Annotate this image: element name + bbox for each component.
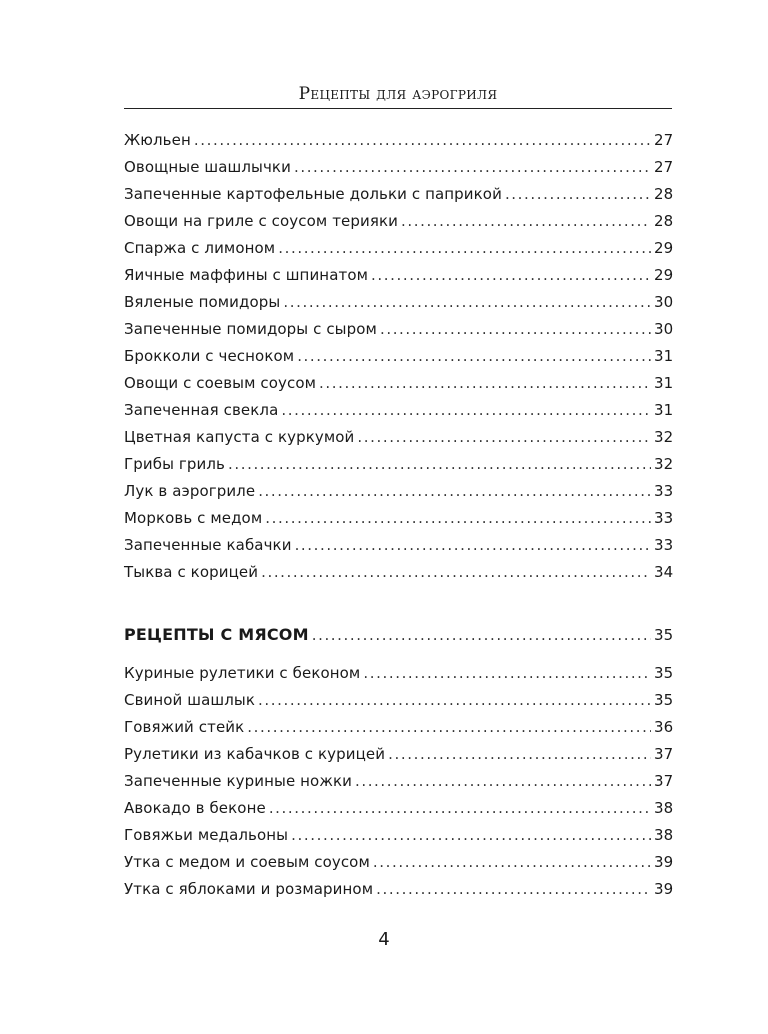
leader-dots — [373, 851, 651, 873]
toc-entry — [124, 399, 672, 426]
toc-entry — [124, 662, 672, 689]
toc-entry-page: 32 — [654, 455, 674, 473]
toc-entry-page: 32 — [654, 428, 674, 446]
leader-dots — [505, 183, 651, 205]
toc-entry-page: 31 — [654, 401, 674, 419]
leader-dots — [363, 662, 651, 684]
toc-entry — [124, 480, 672, 507]
leader-dots — [380, 318, 651, 340]
toc-entry-page: 33 — [654, 482, 674, 500]
toc-entry-page: 31 — [654, 347, 674, 365]
toc-entry — [124, 851, 672, 878]
toc-entry — [124, 770, 672, 797]
header-rule — [124, 108, 672, 109]
toc-entry — [124, 210, 672, 237]
toc-entry-page: 37 — [654, 745, 674, 763]
toc-entry-title: Запеченные картофельные дольки с паприкой — [124, 185, 502, 203]
toc-entry-page: 27 — [654, 131, 674, 149]
toc-entry — [124, 426, 672, 453]
toc-entry-title: Морковь с медом — [124, 509, 263, 527]
toc-entry — [124, 453, 672, 480]
toc-entry-title: Яичные маффины с шпинатом — [124, 266, 369, 284]
toc-entry-title: Запеченные помидоры с сыром — [124, 320, 377, 338]
toc-entry-title: Вяленые помидоры — [124, 293, 281, 311]
toc-entry-title: Утка с яблоками и розмарином — [124, 880, 374, 898]
toc-entry-page: 33 — [654, 509, 674, 527]
toc-entry-title: Запеченные куриные ножки — [124, 772, 352, 790]
toc-entry-page: 28 — [654, 185, 674, 203]
toc-entry — [124, 372, 672, 399]
toc-entry-page: 29 — [654, 266, 674, 284]
toc-entry-page: 34 — [654, 563, 674, 581]
toc-entry-title: Грибы гриль — [124, 455, 225, 473]
toc-entry — [124, 561, 672, 588]
toc-entry-title: Запеченные кабачки — [124, 536, 292, 554]
toc-entry — [124, 534, 672, 561]
leader-dots — [265, 507, 651, 529]
toc-entry-title: Авокадо в беконе — [124, 799, 266, 817]
leader-dots — [258, 689, 651, 711]
toc-entry-page: 30 — [654, 320, 674, 338]
leader-dots — [261, 561, 651, 583]
leader-dots — [376, 878, 651, 900]
toc-entry-title: Цветная капуста с куркумой — [124, 428, 355, 446]
toc-entry-page: 31 — [654, 374, 674, 392]
toc-entry — [124, 156, 672, 183]
toc-entry — [124, 878, 672, 905]
toc-entry-page: 35 — [654, 691, 674, 709]
toc-entry-title: Овощи с соевым соусом — [124, 374, 317, 392]
toc-entry — [124, 291, 672, 318]
toc-entry-title: Лук в аэрогриле — [124, 482, 256, 500]
toc-entry-page: 38 — [654, 799, 674, 817]
section-heading-page: 35 — [654, 626, 674, 644]
toc-entry — [124, 507, 672, 534]
leader-dots — [319, 372, 651, 394]
toc-entry — [124, 824, 672, 851]
toc-entry — [124, 264, 672, 291]
toc-entry-title: Спаржа с лимоном — [124, 239, 276, 257]
leader-dots — [247, 716, 651, 738]
toc-entry-page: 33 — [654, 536, 674, 554]
toc-entry — [124, 129, 672, 156]
table-of-contents — [124, 129, 672, 905]
toc-section-heading — [124, 624, 672, 662]
toc-entry — [124, 716, 672, 743]
toc-entry — [124, 345, 672, 372]
leader-dots — [312, 624, 651, 646]
toc-entry-page: 38 — [654, 826, 674, 844]
toc-entry-page: 35 — [654, 664, 674, 682]
toc-entry-page: 37 — [654, 772, 674, 790]
running-head: Рецепты для аэрогриля — [298, 84, 498, 104]
toc-entry-page: 30 — [654, 293, 674, 311]
toc-entry — [124, 743, 672, 770]
toc-entry — [124, 183, 672, 210]
leader-dots — [228, 453, 651, 475]
leader-dots — [294, 156, 651, 178]
toc-entry-title: Запеченная свекла — [124, 401, 279, 419]
leader-dots — [357, 426, 651, 448]
toc-entry-title: Свиной шашлык — [124, 691, 255, 709]
toc-entry-title: Говяжьи медальоны — [124, 826, 289, 844]
toc-entry-title: Рулетики из кабачков с курицей — [124, 745, 386, 763]
toc-entry-page: 39 — [654, 853, 674, 871]
leader-dots — [297, 345, 651, 367]
toc-entry-title: Брокколи с чесноком — [124, 347, 295, 365]
toc-entry — [124, 318, 672, 345]
toc-entry — [124, 797, 672, 824]
toc-entry-page: 28 — [654, 212, 674, 230]
section-spacer — [124, 588, 672, 624]
leader-dots — [269, 797, 651, 819]
leader-dots — [371, 264, 651, 286]
toc-entry — [124, 689, 672, 716]
toc-entry-title: Тыква с корицей — [124, 563, 259, 581]
toc-entry-title: Жюльен — [124, 131, 191, 149]
leader-dots — [281, 399, 651, 421]
leader-dots — [283, 291, 651, 313]
page-number: 4 — [378, 929, 390, 950]
leader-dots — [278, 237, 651, 259]
toc-entry-page: 29 — [654, 239, 674, 257]
leader-dots — [291, 824, 651, 846]
leader-dots — [295, 534, 651, 556]
leader-dots — [258, 480, 651, 502]
toc-entry-title: Говяжий стейк — [124, 718, 245, 736]
leader-dots — [194, 129, 651, 151]
toc-entry-page: 27 — [654, 158, 674, 176]
toc-entry — [124, 237, 672, 264]
toc-entry-title: Утка с медом и соевым соусом — [124, 853, 370, 871]
leader-dots — [401, 210, 651, 232]
toc-entry-title: Овощи на гриле с соусом терияки — [124, 212, 398, 230]
toc-entry-page: 36 — [654, 718, 674, 736]
leader-dots — [355, 770, 651, 792]
toc-entry-page: 39 — [654, 880, 674, 898]
leader-dots — [388, 743, 651, 765]
section-heading-title: РЕЦЕПТЫ С МЯСОМ — [124, 625, 309, 644]
toc-entry-title: Куриные рулетики с беконом — [124, 664, 361, 682]
toc-entry-title: Овощные шашлычки — [124, 158, 291, 176]
